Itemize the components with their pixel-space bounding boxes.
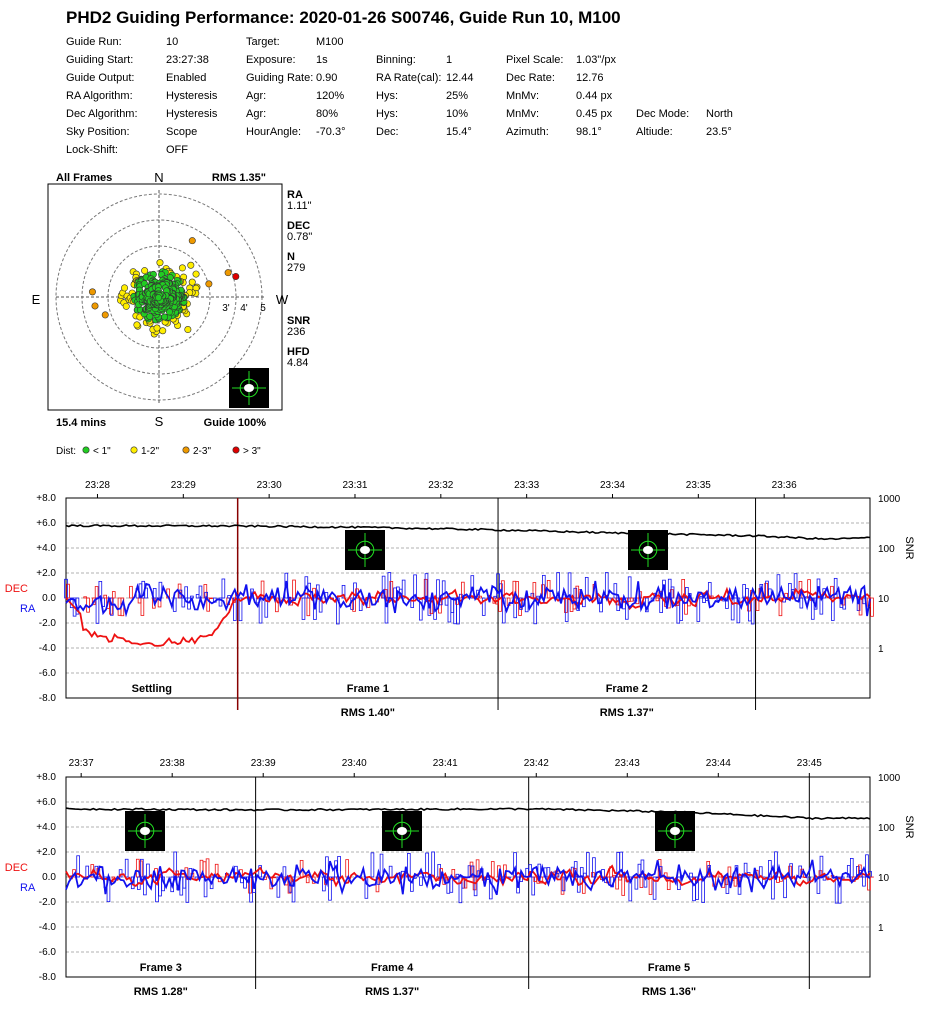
star-thumbnail — [382, 811, 422, 851]
legend-marker — [183, 447, 189, 453]
info-label: Binning: — [376, 54, 416, 66]
ra-correction-bar — [183, 877, 186, 888]
snr-tick-label: 100 — [878, 544, 895, 555]
ra-correction-bar — [283, 867, 286, 877]
ra-correction-bar — [371, 853, 374, 877]
x-tick-label: 23:40 — [341, 758, 367, 769]
ra-correction-bar — [425, 574, 428, 598]
info-value: 23.5° — [706, 126, 732, 138]
info-value: Hysteresis — [166, 108, 218, 120]
info-label: Altiude: — [636, 126, 673, 138]
scatter-point — [161, 314, 167, 320]
ra-correction-bar — [690, 873, 693, 877]
ra-correction-bar — [186, 877, 189, 902]
ra-correction-bar — [196, 594, 199, 598]
y-tick-label: +4.0 — [36, 822, 56, 833]
ra-correction-bar — [537, 596, 540, 598]
series-label-dec: DEC — [4, 583, 28, 595]
x-tick-label: 23:36 — [771, 480, 797, 491]
ra-correction-bar — [700, 597, 703, 598]
x-tick-label: 23:38 — [159, 758, 185, 769]
scatter-point — [185, 326, 191, 332]
stat-value: 4.84 — [287, 357, 309, 369]
x-tick-label: 23:32 — [428, 480, 454, 491]
x-tick-label: 23:43 — [614, 758, 640, 769]
legend-label: 2-3" — [193, 446, 212, 457]
dec-correction-bar — [640, 877, 643, 888]
ra-correction-bar — [693, 877, 696, 901]
info-label: Guide Run: — [66, 36, 122, 48]
y-tick-label: -2.0 — [38, 618, 56, 629]
info-label: Dec Mode: — [636, 108, 690, 120]
info-value: 120% — [316, 90, 345, 102]
ra-correction-bar — [437, 580, 440, 598]
info-label: Agr: — [246, 108, 267, 120]
scatter-point — [102, 312, 108, 318]
dec-correction-bar — [630, 598, 633, 601]
ra-correction-bar — [703, 598, 706, 603]
star-core — [244, 384, 254, 392]
scatter-point — [157, 259, 163, 265]
ra-correction-bar — [389, 866, 392, 877]
ra-correction-bar — [302, 598, 305, 619]
dec-correction-bar — [307, 598, 310, 616]
snr-tick-label: 10 — [878, 873, 890, 884]
y-tick-label: +8.0 — [36, 772, 56, 783]
ra-correction-bar — [583, 873, 586, 877]
ra-correction-bar — [125, 859, 128, 877]
info-label: Agr: — [246, 90, 267, 102]
scatter-point — [179, 265, 185, 271]
ra-correction-bar — [86, 866, 89, 877]
scatter-point — [233, 273, 239, 279]
section-rms: RMS 1.28" — [133, 986, 188, 998]
x-tick-label: 23:30 — [256, 480, 282, 491]
info-value: 80% — [316, 108, 339, 120]
x-tick-label: 23:44 — [705, 758, 731, 769]
scatter-point — [92, 303, 98, 309]
dec-correction-bar — [112, 592, 115, 598]
info-value: M100 — [316, 36, 344, 48]
snr-tick-label: 10 — [878, 594, 890, 605]
ra-correction-bar — [628, 577, 631, 598]
info-label: Azimuth: — [506, 126, 549, 138]
x-tick-label: 23:37 — [68, 758, 94, 769]
x-tick-label: 23:39 — [250, 758, 276, 769]
legend-label: > 3" — [243, 446, 261, 457]
info-label: RA Algorithm: — [66, 90, 133, 102]
info-value: 0.90 — [316, 72, 338, 84]
legend-marker — [83, 447, 89, 453]
ra-correction-bar — [635, 877, 638, 889]
y-tick-label: +2.0 — [36, 568, 56, 579]
scatter-point — [189, 279, 195, 285]
ra-correction-bar — [96, 598, 99, 623]
section-rms: RMS 1.36" — [641, 986, 697, 998]
info-value: North — [706, 108, 733, 120]
info-label: Guiding Start: — [66, 54, 134, 66]
scatter-point — [206, 281, 212, 287]
scatter-point — [123, 303, 129, 309]
scatter-point — [89, 289, 95, 295]
snr-tick-label: 1 — [878, 644, 884, 655]
y-tick-label: 0.0 — [42, 872, 56, 883]
info-value: 1 — [446, 54, 453, 66]
ra-correction-bar — [448, 598, 451, 622]
info-label: Guiding Rate: — [246, 72, 314, 84]
star-thumbnail — [628, 530, 668, 570]
info-value: Scope — [166, 126, 198, 138]
compass-north: N — [154, 170, 164, 185]
star-thumbnail — [229, 368, 269, 408]
scatter-point — [141, 267, 147, 273]
star-core — [670, 827, 680, 835]
snr-axis-label: SNR — [903, 815, 915, 839]
info-label: Dec: — [376, 126, 399, 138]
compass-east: E — [31, 292, 41, 307]
y-tick-label: +6.0 — [36, 797, 56, 808]
legend-label: 1-2" — [141, 446, 160, 457]
info-label: Exposure: — [246, 54, 296, 66]
info-label: Guide Output: — [66, 72, 135, 84]
dec-correction-bar — [141, 598, 144, 615]
ra-correction-bar — [850, 858, 853, 877]
y-tick-label: +6.0 — [36, 518, 56, 529]
stat-label: RA — [287, 189, 303, 201]
stat-label: N — [287, 251, 295, 263]
page-title: PHD2 Guiding Performance: 2020-01-26 S00746, Guide Run 10, M100 — [66, 8, 621, 27]
dec-correction-bar — [616, 877, 619, 889]
info-label: Hys: — [376, 108, 398, 120]
scatter-point — [193, 271, 199, 277]
ra-correction-bar — [445, 598, 448, 605]
target-footer-left: 15.4 mins — [56, 417, 107, 429]
star-core — [643, 546, 653, 554]
info-value: 12.44 — [446, 72, 474, 84]
section-label: Frame 1 — [346, 683, 389, 695]
ra-correction-bar — [147, 864, 150, 877]
section-rms: RMS 1.40" — [340, 707, 395, 719]
info-label: MnMv: — [506, 108, 539, 120]
info-label: Dec Rate: — [506, 72, 555, 84]
stat-label: SNR — [287, 315, 311, 327]
compass-west: W — [275, 292, 289, 307]
dec-correction-bar — [130, 586, 133, 598]
info-value: 0.44 px — [576, 90, 613, 102]
ra-correction-bar — [432, 852, 435, 877]
info-value: Hysteresis — [166, 90, 218, 102]
ra-correction-bar — [671, 587, 674, 598]
series-label-ra: RA — [20, 603, 36, 615]
info-label: HourAngle: — [246, 126, 302, 138]
info-label: Lock-Shift: — [66, 144, 118, 156]
info-value: 23:27:38 — [166, 54, 209, 66]
dec-correction-bar — [95, 587, 98, 598]
scatter-point — [134, 322, 140, 328]
info-value: 12.76 — [576, 72, 604, 84]
dec-correction-bar — [346, 860, 349, 877]
dec-correction-bar — [619, 877, 622, 880]
section-rms: RMS 1.37" — [599, 707, 654, 719]
info-value: 0.45 px — [576, 108, 613, 120]
legend-label: < 1" — [93, 446, 111, 457]
x-tick-label: 23:45 — [796, 758, 822, 769]
info-label: Target: — [246, 36, 280, 48]
scatter-point — [225, 269, 231, 275]
x-tick-label: 23:34 — [599, 480, 626, 491]
ra-correction-bar — [586, 853, 589, 877]
dec-correction-bar — [491, 862, 494, 877]
dec-correction-bar — [306, 877, 309, 883]
star-thumbnail — [655, 811, 695, 851]
x-tick-label: 23:42 — [523, 758, 549, 769]
snr-tick-label: 1000 — [878, 494, 901, 505]
snr-line — [66, 525, 870, 539]
x-tick-label: 23:28 — [84, 480, 110, 491]
info-label: Pixel Scale: — [506, 54, 564, 66]
y-tick-label: -6.0 — [38, 668, 56, 679]
dec-correction-bar — [293, 580, 296, 598]
ra-correction-bar — [380, 854, 383, 877]
x-tick-label: 23:29 — [170, 480, 196, 491]
info-value: OFF — [166, 144, 188, 156]
info-value: 1.03"/px — [576, 54, 616, 66]
snr-line — [66, 808, 870, 819]
dec-correction-bar — [84, 597, 87, 598]
series-label-dec: DEC — [4, 862, 28, 874]
ring-label: 3' — [222, 303, 230, 314]
snr-tick-label: 100 — [878, 823, 895, 834]
scatter-point — [189, 237, 195, 243]
section-label: Settling — [131, 683, 173, 695]
dec-correction-bar — [871, 598, 874, 616]
compass-south: S — [154, 414, 164, 429]
y-tick-label: +4.0 — [36, 543, 56, 554]
x-tick-label: 23:41 — [432, 758, 458, 769]
dec-correction-bar — [649, 877, 652, 894]
dec-correction-bar — [206, 859, 209, 877]
x-tick-label: 23:33 — [514, 480, 540, 491]
section-label: Frame 3 — [139, 962, 182, 974]
info-value: 10 — [166, 36, 179, 48]
stat-label: HFD — [287, 346, 310, 358]
y-tick-label: -4.0 — [38, 922, 56, 933]
y-tick-label: 0.0 — [42, 593, 56, 604]
info-value: 10% — [446, 108, 469, 120]
snr-tick-label: 1000 — [878, 773, 901, 784]
info-value: 25% — [446, 90, 469, 102]
dec-correction-bar — [136, 859, 139, 877]
ra-correction-bar — [863, 877, 866, 886]
star-thumbnail — [345, 530, 385, 570]
scatter-point — [155, 294, 161, 300]
target-header-left: All Frames — [56, 172, 113, 184]
info-value: -70.3° — [316, 126, 346, 138]
dec-correction-bar — [204, 585, 207, 598]
scatter-point — [188, 262, 194, 268]
section-label: Frame 2 — [605, 683, 648, 695]
ra-correction-bar — [614, 584, 617, 598]
info-value: Enabled — [166, 72, 207, 84]
scatter-point — [121, 285, 127, 291]
dec-correction-bar — [138, 598, 141, 603]
snr-axis-label: SNR — [903, 536, 915, 560]
info-value: 98.1° — [576, 126, 602, 138]
y-tick-label: -2.0 — [38, 897, 56, 908]
star-core — [360, 546, 370, 554]
snr-tick-label: 1 — [878, 923, 884, 934]
stat-value: 236 — [287, 326, 306, 338]
ra-correction-bar — [185, 587, 188, 598]
y-tick-label: -4.0 — [38, 643, 56, 654]
scatter-point — [154, 325, 160, 331]
legend-title: Dist: — [56, 446, 76, 457]
stat-value: 0.78" — [287, 231, 313, 243]
x-tick-label: 23:31 — [342, 480, 368, 491]
section-label: Frame 4 — [371, 962, 414, 974]
y-tick-label: +2.0 — [36, 847, 56, 858]
info-value: 1s — [316, 54, 328, 66]
ra-correction-bar — [800, 598, 803, 608]
legend-marker — [233, 447, 239, 453]
info-label: Hys: — [376, 90, 398, 102]
series-label-ra: RA — [20, 882, 36, 894]
y-tick-label: +8.0 — [36, 493, 56, 504]
ra-correction-bar — [660, 598, 663, 613]
dec-correction-bar — [564, 598, 567, 612]
ra-correction-bar — [784, 877, 787, 898]
dec-correction-bar — [424, 579, 427, 598]
dec-correction-bar — [104, 595, 107, 598]
ra-correction-bar — [420, 877, 423, 885]
ring-label: 5 — [260, 303, 266, 314]
info-label: Sky Position: — [66, 126, 130, 138]
section-label: Frame 5 — [647, 962, 691, 974]
ra-correction-bar — [751, 598, 754, 624]
y-tick-label: -8.0 — [38, 693, 56, 704]
target-header-right: RMS 1.35" — [211, 172, 266, 184]
dec-correction-bar — [656, 598, 659, 601]
star-core — [140, 827, 150, 835]
info-label: Dec Algorithm: — [66, 108, 138, 120]
dec-correction-bar — [210, 598, 213, 599]
stat-value: 279 — [287, 262, 306, 274]
ra-correction-bar — [565, 598, 568, 621]
x-tick-label: 23:35 — [685, 480, 711, 491]
ra-correction-bar — [394, 588, 397, 598]
star-thumbnail — [125, 811, 165, 851]
ring-label: 4' — [240, 303, 248, 314]
ra-correction-bar — [772, 877, 775, 899]
star-core — [397, 827, 407, 835]
target-footer-right: Guide 100% — [203, 417, 266, 429]
y-tick-label: -6.0 — [38, 947, 56, 958]
info-label: MnMv: — [506, 90, 539, 102]
info-label: RA Rate(cal): — [376, 72, 442, 84]
info-value: 15.4° — [446, 126, 472, 138]
stat-label: DEC — [287, 220, 311, 232]
legend-marker — [131, 447, 137, 453]
dec-correction-bar — [622, 877, 625, 895]
section-rms: RMS 1.37" — [365, 986, 420, 998]
stat-value: 1.11" — [287, 200, 312, 212]
y-tick-label: -8.0 — [38, 972, 56, 983]
ra-correction-bar — [222, 579, 225, 598]
